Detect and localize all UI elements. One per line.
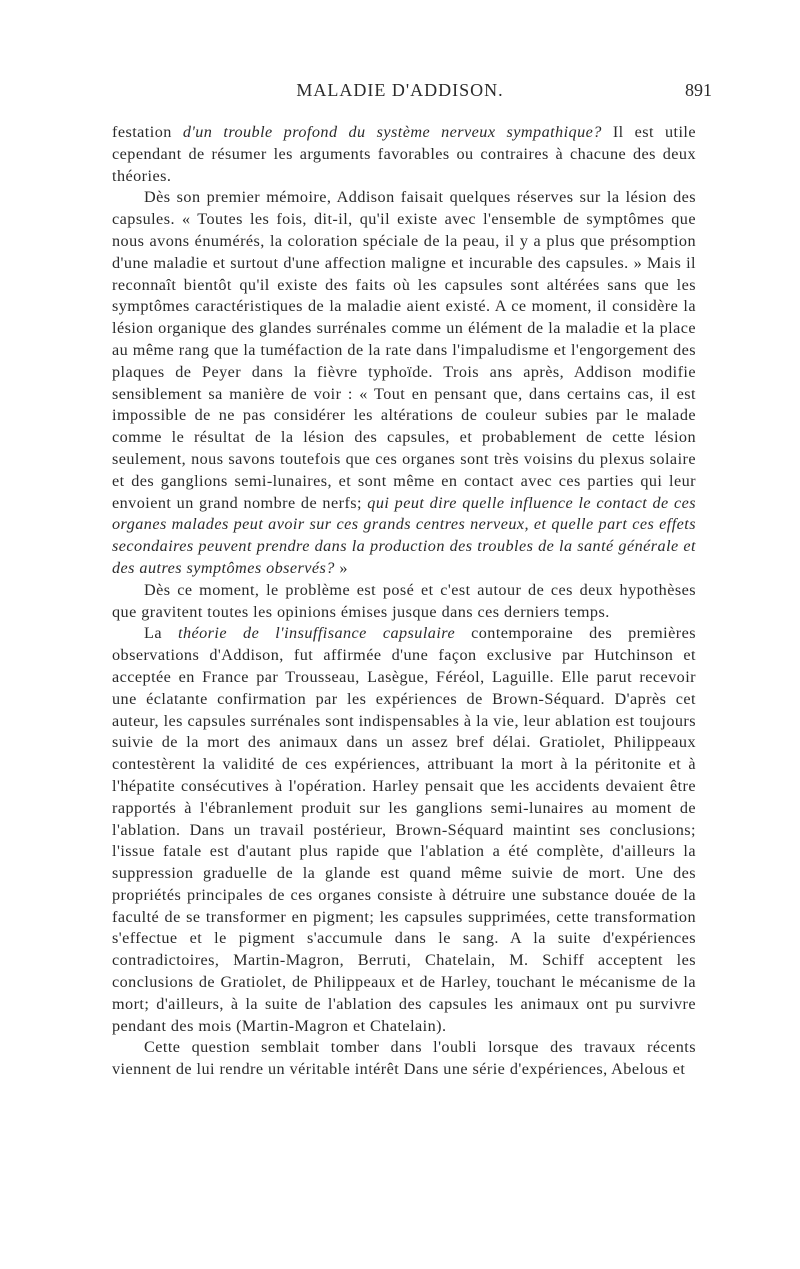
body-text <box>112 122 696 1081</box>
paragraph-3-text-1: Dès ce moment, le problème est posé et c'est autour de ces deux hypothèses que gravitent toutes les opinions émises jusque dans ces derniers temps. <box>112 580 696 621</box>
paragraph-1-text-2: Il est utile cependant de résumer les arguments favorables ou contraires à chacune des deux théories. <box>112 123 697 185</box>
paragraph-2-italic-1: qui peut dire quelle influence le contact de ces organes malades peut avoir sur ces grands centres nerveux, et quelle part ces effets secondaires peuvent prendre dans la production des troubles de la santé générale et des autres symptômes observés? <box>112 493 696 577</box>
paragraph-4-text-1: La <box>144 624 178 643</box>
paragraph-2-text-1: Dès son premier mémoire, Addison faisait quelques réserves sur la lésion des capsules. « Toutes les fois, dit-il, qu'il existe avec l'ensemble de symptômes que nous avons énumérés, la coloration spéciale de la peau, il y a plus que présomption d'une maladie et surtout d'une affection maligne et incurable des capsules. » Mais il reconnaît bientôt qu'il existe des faits où les capsules sont altérées sans que les symptômes caractéristiques de la maladie aient existé. A ce moment, il considère la lésion organique des glandes surrénales comme un élément de la maladie et la place au même rang que la tuméfaction de la rate dans l'impaludisme et l'engorgement des plaques de Peyer dans la fièvre typhoïde. Trois ans après, Addison modifie sensiblement sa manière de voir : « Tout en pensant que, dans certains cas, il est impossible de ne pas considérer les altérations de couleur subies par le malade comme le résultat de la lésion des capsules, et probablement de cette lésion seulement, nous savons toutefois que ces organes sont très voisins du plexus solaire et des ganglions semi-lunaires, et sont même en contact avec ces parties qui leur envoient un grand nombre de nerfs; <box>112 188 696 512</box>
page-header <box>0 80 800 106</box>
paragraph-5-text-1: Cette question semblait tomber dans l'oubli lorsque des travaux récents viennent de lui rendre un véritable intérêt Dans une série d'expériences, Abelous et <box>112 1038 696 1079</box>
page-number: 891 <box>685 80 712 100</box>
running-title: MALADIE D'ADDISON. <box>296 80 504 100</box>
paragraph-1 <box>112 122 696 187</box>
paragraph-4-text-2: contemporaine des premières observations d'Addison, fut affirmée d'une façon exclusive par Hutchinson et acceptée en France par Trousseau, Lasègue, Féréol, Laguille. Elle parut recevoir une éclatante confirmation par les expériences de Brown-Séquard. D'après cet auteur, les capsules surrénales sont indispensables à la vie, leur ablation est toujours suivie de la mort des animaux dans un assez bref délai. Gratiolet, Philippeaux contestèrent la validité de ces expériences, attribuant la mort à la péritonite et à l'hépatite consécutives à l'opération. Harley pensait que les accidents devaient être rapportés à l'ébranlement produit sur les ganglions semi-lunaires au moment de l'ablation. Dans un travail postérieur, Brown-Séquard maintint ses conclusions; l'issue fatale est d'autant plus rapide que l'ablation a été complète, d'ailleurs la suppression graduelle de la glande est quand même suivie de mort. Une des propriétés principales de ces organes consiste à détruire une substance douée de la faculté de se transformer en pigment; les capsules supprimées, cette transformation s'effectue et le pigment s'accumule dans le sang. A la suite d'expériences contradictoires, Martin-Magron, Berruti, Chatelain, M. Schiff acceptent les conclusions de Gratiolet, de Philippeaux et de Harley, touchant le mécanisme de la mort; d'ailleurs, à la suite de l'ablation des capsules les animaux ont pu survivre pendant des mois (Martin-Magron et Chatelain). <box>112 624 696 1035</box>
paragraph-1-text-1: festation <box>112 123 183 141</box>
paragraph-2 <box>112 187 696 579</box>
paragraph-4 <box>112 623 696 1037</box>
paragraph-4-italic-1: théorie de l'insuffisance capsulaire <box>178 624 456 643</box>
paragraph-1-italic-1: d'un trouble profond du système nerveux sympathique? <box>182 123 602 141</box>
paragraph-5 <box>112 1037 696 1081</box>
paragraph-3 <box>112 580 696 624</box>
paragraph-2-text-2: » <box>334 558 348 577</box>
